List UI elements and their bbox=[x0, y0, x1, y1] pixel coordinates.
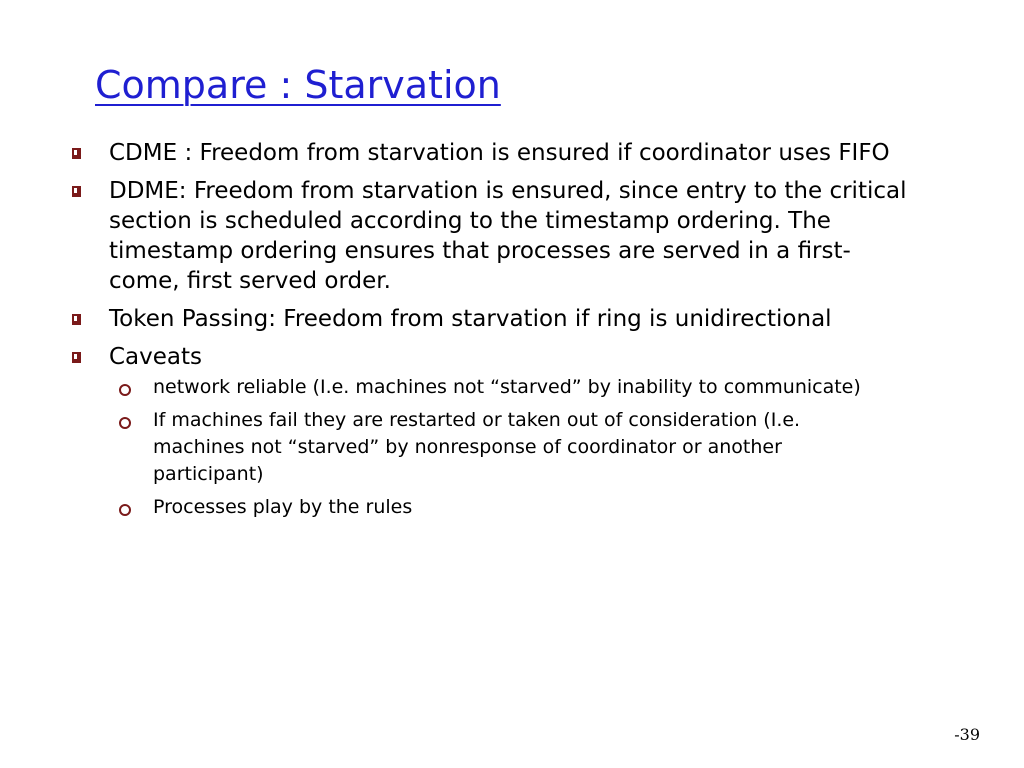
square-bullet-icon bbox=[72, 148, 81, 159]
bullet-text: Token Passing: Freedom from starvation if ring is unidirectional bbox=[109, 306, 832, 332]
circle-bullet-icon bbox=[119, 384, 131, 396]
bullet-text: DDME: Freedom from starvation is ensured, since entry to the critical section is scheduled according to the timestamp ordering. The timestamp ordering ensures that processes are served in a first-come, first served order. bbox=[109, 178, 907, 294]
square-bullet-icon bbox=[72, 314, 81, 325]
page-number: -39 bbox=[954, 725, 980, 744]
bullet-item-token-passing bbox=[0, 304, 909, 334]
sub-bullet-text: If machines fail they are restarted or taken out of consideration (I.e. machines not “starved” by nonresponse of coordinator or another participant) bbox=[153, 409, 801, 485]
circle-bullet-icon bbox=[119, 504, 131, 516]
sub-bullet-item bbox=[0, 374, 893, 401]
slide-title: Compare : Starvation bbox=[95, 63, 501, 107]
square-bullet-icon bbox=[72, 352, 81, 363]
sub-bullet-item bbox=[0, 494, 893, 521]
sub-bullet-item bbox=[0, 407, 893, 488]
sub-bullet-text: network reliable (I.e. machines not “starved” by inability to communicate) bbox=[153, 376, 861, 398]
bullet-item-cdme bbox=[0, 138, 909, 168]
caveats-sub-list bbox=[109, 374, 909, 521]
bullet-text: CDME : Freedom from starvation is ensured if coordinator uses FIFO bbox=[109, 140, 890, 166]
square-bullet-icon bbox=[72, 186, 81, 197]
bullet-item-caveats bbox=[0, 342, 909, 521]
bullet-list bbox=[0, 138, 1024, 529]
bullet-item-ddme bbox=[0, 176, 909, 296]
sub-bullet-text: Processes play by the rules bbox=[153, 496, 413, 518]
circle-bullet-icon bbox=[119, 417, 131, 429]
bullet-text: Caveats bbox=[109, 344, 203, 370]
